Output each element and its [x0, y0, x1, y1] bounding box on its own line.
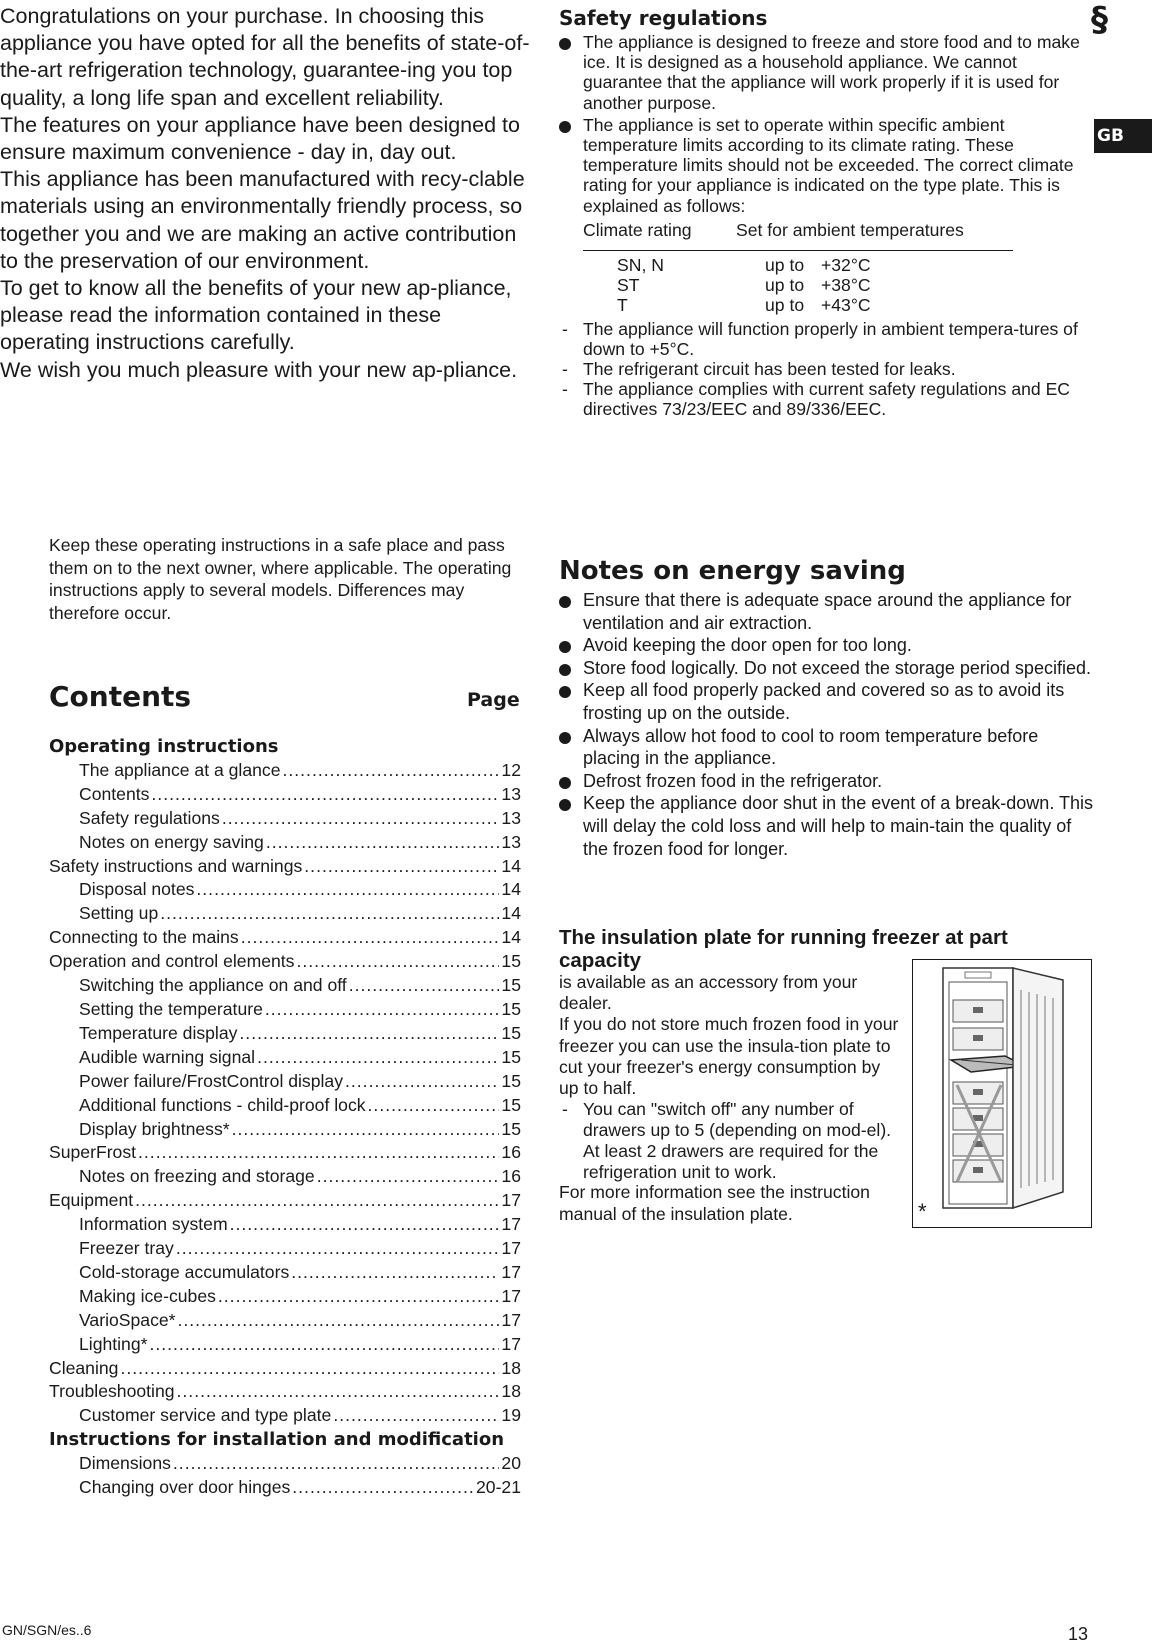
- toc-entry: [49, 1141, 521, 1165]
- toc-leader-dots: [368, 1094, 500, 1118]
- climate-divider: [583, 250, 1013, 251]
- toc-entry-title: Dimensions: [79, 1453, 171, 1474]
- toc-entry-title: Notes on freezing and storage: [79, 1166, 315, 1187]
- toc-leader-dots: [232, 1118, 500, 1142]
- toc-entry: [49, 878, 521, 902]
- bullet-icon: [559, 686, 571, 698]
- toc-entry: [49, 1309, 521, 1333]
- safety-bullet: [559, 115, 1094, 216]
- toc-entry: [49, 1189, 521, 1213]
- toc-entry-title: Troubleshooting: [49, 1381, 175, 1402]
- energy-bullet-text: Ensure that there is adequate space around the appliance for ventilation and air extraction.: [583, 590, 1072, 633]
- toc-entry-page: 18: [501, 1357, 521, 1378]
- bullet-icon: [559, 38, 571, 50]
- toc-entry: [49, 926, 521, 950]
- climate-rating: SN, N: [617, 255, 664, 276]
- freezer-illustration: [912, 959, 1092, 1228]
- toc-entry-title: Notes on energy saving: [79, 831, 264, 852]
- bullet-icon: [559, 777, 571, 789]
- toc-entry-page: 13: [501, 807, 521, 828]
- toc-entry-title: Connecting to the mains: [49, 927, 239, 948]
- insulation-title: The insulation plate for running freezer at part capacity: [559, 926, 1008, 972]
- toc-group-title: Instructions for installation and modification: [49, 1429, 505, 1451]
- toc-entry-page: 17: [501, 1309, 521, 1330]
- toc-entry-page: 20: [501, 1453, 521, 1474]
- toc-leader-dots: [151, 783, 499, 807]
- toc-leader-dots: [222, 807, 500, 831]
- toc-entry-page: 14: [501, 927, 521, 948]
- safety-regulations: [559, 6, 1094, 420]
- toc-entry-page: 15: [501, 1046, 521, 1067]
- insulation-p2: If you do not store much frozen food in your freezer you can use the insula-tion plate to cut your freezer's energy consumption by up to half.: [559, 1014, 899, 1099]
- toc-entry-title: Setting up: [79, 903, 159, 924]
- toc-entry: [49, 1165, 521, 1189]
- bullet-icon: [559, 596, 571, 608]
- toc-entry: [49, 1380, 521, 1404]
- energy-bullet: [559, 634, 1099, 657]
- toc-leader-dots: [173, 1452, 500, 1476]
- insulation-p3: For more information see the instruction manual of the insulation plate.: [559, 1182, 870, 1224]
- toc-entry: [49, 1285, 521, 1309]
- table-of-contents: [49, 735, 521, 1500]
- energy-bullet: [559, 657, 1099, 680]
- climate-upto: up to: [765, 275, 805, 296]
- toc-entry: [49, 1357, 521, 1381]
- toc-entry-page: 20-21: [476, 1477, 521, 1498]
- toc-leader-dots: [160, 902, 499, 926]
- toc-entry-page: 15: [501, 1118, 521, 1139]
- toc-entry-title: Information system: [79, 1214, 228, 1235]
- climate-row: [559, 295, 1094, 315]
- toc-entry-page: 17: [501, 1333, 521, 1354]
- toc-leader-dots: [196, 878, 499, 902]
- toc-entry-title: The appliance at a glance: [79, 759, 281, 780]
- toc-leader-dots: [345, 1070, 499, 1094]
- figure-asterisk: *: [918, 1199, 927, 1224]
- toc-entry: [49, 1022, 521, 1046]
- toc-entry-title: Power failure/FrostControl display: [79, 1070, 344, 1091]
- toc-leader-dots: [317, 1165, 500, 1189]
- toc-leader-dots: [178, 1309, 500, 1333]
- bullet-icon: [559, 641, 571, 653]
- insulation-text: [559, 972, 899, 1225]
- toc-entry-page: 19: [501, 1405, 521, 1426]
- toc-entry: [49, 1404, 521, 1428]
- insulation-dash-text: You can "switch off" any number of drawers up to 5 (depending on mod-el). At least 2 drawers are required for the refrigeration unit to work.: [583, 1099, 892, 1182]
- toc-entry-page: 17: [501, 1285, 521, 1306]
- energy-bullet-text: Keep the appliance door shut in the event of a break-down. This will delay the cold loss and will help to main-tain the quality of the frozen food for longer.: [583, 793, 1094, 859]
- bullet-icon: [559, 121, 571, 133]
- toc-entry: [49, 1094, 521, 1118]
- toc-leader-dots: [292, 1476, 474, 1500]
- toc-leader-dots: [349, 974, 500, 998]
- toc-leader-dots: [257, 1046, 499, 1070]
- toc-entry-title: Contents: [79, 783, 150, 804]
- toc-entry: [49, 759, 521, 783]
- freezer-drawing: [913, 960, 1091, 1227]
- safety-bullet: [559, 32, 1094, 113]
- toc-entry-page: 15: [501, 1022, 521, 1043]
- toc-entry: [49, 855, 521, 879]
- climate-table: [559, 220, 1094, 316]
- intro-paragraph: This appliance has been manufactured with recy-clable materials using an environmentally friendly process, so together you and we are making an active contribution to the preservation of our environment.: [0, 167, 525, 273]
- toc-leader-dots: [304, 855, 499, 879]
- energy-bullet: [559, 792, 1099, 860]
- toc-entry: [49, 1452, 521, 1476]
- energy-bullet-text: Always allow hot food to cool to room temperature before placing in the appliance.: [583, 725, 1039, 769]
- bullet-icon: [559, 799, 571, 811]
- toc-entry-page: 16: [501, 1166, 521, 1187]
- toc-entry-page: 14: [501, 855, 521, 876]
- safety-dash-text: The appliance will function properly in ambient tempera-tures of down to +5°C.: [583, 318, 1078, 359]
- safety-dash-text: The appliance complies with current safety regulations and EC directives 73/23/EEC and 89/336/EEC.: [583, 379, 1071, 420]
- toc-entry-title: Audible warning signal: [79, 1046, 256, 1067]
- energy-bullet: [559, 770, 1099, 793]
- climate-row: [559, 255, 1094, 275]
- toc-entry-title: Cleaning: [49, 1357, 119, 1378]
- toc-leader-dots: [176, 1237, 500, 1261]
- toc-entry-title: Display brightness*: [79, 1118, 230, 1139]
- toc-entry-page: 18: [501, 1381, 521, 1402]
- toc-leader-dots: [266, 831, 500, 855]
- climate-row: [559, 275, 1094, 295]
- toc-leader-dots: [218, 1285, 500, 1309]
- footer-code: GN/SGN/es..6: [2, 1622, 92, 1638]
- toc-entry-title: Safety instructions and warnings: [49, 855, 303, 876]
- toc-entry-page: 17: [501, 1214, 521, 1235]
- language-tab: GB: [1094, 119, 1152, 153]
- intro-paragraph: To get to know all the benefits of your new ap-pliance, please read the information contained in these operating instructions carefully.: [0, 276, 512, 355]
- safety-dash-item: - The refrigerant circuit has been tested for leaks.: [562, 359, 956, 380]
- energy-bullet-text: Avoid keeping the door open for too long.: [583, 635, 912, 656]
- toc-entry: [49, 950, 521, 974]
- toc-entry-title: Equipment: [49, 1190, 134, 1211]
- toc-entry-title: Additional functions - child-proof lock: [79, 1094, 366, 1115]
- energy-bullet-text: Store food logically. Do not exceed the storage period specified.: [583, 657, 1091, 678]
- toc-entry-title: SuperFrost: [49, 1142, 137, 1163]
- toc-leader-dots: [291, 1261, 499, 1285]
- toc-entry-page: 13: [501, 831, 521, 852]
- toc-group-items: [49, 1452, 521, 1500]
- toc-entry-page: 12: [501, 759, 521, 780]
- toc-entry: [49, 783, 521, 807]
- contents-page-label: Page: [467, 689, 520, 711]
- climate-upto: up to: [765, 295, 805, 316]
- toc-entry-page: 15: [501, 998, 521, 1019]
- keep-note: Keep these operating instructions in a safe place and pass them on to the next owner, where applicable. The operating instructions apply to several models. Differences may therefore occur.: [49, 535, 512, 623]
- toc-entry: [49, 974, 521, 998]
- toc-entry-title: Disposal notes: [79, 879, 195, 900]
- energy-bullet: [559, 589, 1099, 634]
- toc-entry: [49, 807, 521, 831]
- toc-entry: [49, 1118, 521, 1142]
- toc-entry: [49, 1333, 521, 1357]
- toc-entry: [49, 1213, 521, 1237]
- intro-paragraph: Congratulations on your purchase. In choosing this appliance you have opted for all the benefits of state-of-the-art refrigeration technology, guarantee-ing you top quality, a long life span and excellent reliability.: [0, 4, 530, 110]
- safety-bullet-text: The appliance is designed to freeze and store food and to make ice. It is designed as a household appliance. We cannot guarantee that the appliance will work properly if it is used for another purpose.: [583, 32, 1080, 113]
- section-mark: §: [1091, 0, 1108, 40]
- toc-entry-page: 13: [501, 783, 521, 804]
- energy-saving: [559, 553, 1099, 860]
- energy-bullet-text: Keep all food properly packed and covered so as to avoid its frosting up on the outside.: [583, 680, 1065, 723]
- climate-upto: up to: [765, 255, 805, 276]
- toc-leader-dots: [230, 1213, 500, 1237]
- climate-temp: +38°C: [821, 275, 871, 296]
- toc-group-title: Operating instructions: [49, 736, 279, 757]
- energy-bullet: [559, 725, 1099, 770]
- toc-entry-page: 15: [501, 1070, 521, 1091]
- safety-dash-item: - The appliance will function properly in ambient tempera-tures of down to +5°C.: [562, 318, 1078, 359]
- toc-entry-title: Setting the temperature: [79, 998, 263, 1019]
- toc-entry-page: 16: [501, 1142, 521, 1163]
- toc-leader-dots: [120, 1357, 499, 1381]
- toc-group-items: [49, 759, 521, 1428]
- toc-leader-dots: [149, 1333, 499, 1357]
- toc-entry: [49, 998, 521, 1022]
- toc-leader-dots: [239, 1022, 499, 1046]
- toc-entry-page: 15: [501, 975, 521, 996]
- climate-temp: +43°C: [821, 295, 871, 316]
- toc-entry-title: Changing over door hinges: [79, 1477, 291, 1498]
- toc-entry-title: Lighting*: [79, 1333, 148, 1354]
- insulation-p1: is available as an accessory from your dealer.: [559, 972, 858, 1014]
- toc-leader-dots: [135, 1189, 499, 1213]
- toc-entry: [49, 1237, 521, 1261]
- toc-leader-dots: [138, 1141, 499, 1165]
- toc-entry: [49, 1070, 521, 1094]
- toc-entry: [49, 1476, 521, 1500]
- toc-entry-title: Temperature display: [79, 1022, 238, 1043]
- toc-entry: [49, 902, 521, 926]
- energy-title: Notes on energy saving: [559, 556, 906, 586]
- toc-entry-title: Making ice-cubes: [79, 1285, 216, 1306]
- toc-entry: [49, 1046, 521, 1070]
- toc-leader-dots: [177, 1380, 500, 1404]
- toc-leader-dots: [265, 998, 500, 1022]
- intro-paragraph: The features on your appliance have been designed to ensure maximum convenience - day in, day out.: [0, 112, 520, 165]
- toc-entry: [49, 1261, 521, 1285]
- toc-entry-title: Switching the appliance on and off: [79, 975, 347, 996]
- toc-entry: [49, 831, 521, 855]
- climate-header-temps: Set for ambient temperatures: [736, 219, 964, 240]
- climate-header-rating: Climate rating: [583, 219, 692, 240]
- energy-bullet-text: Defrost frozen food in the refrigerator.: [583, 770, 883, 791]
- toc-leader-dots: [241, 926, 500, 950]
- climate-header: [559, 220, 1094, 240]
- climate-temp: +32°C: [821, 255, 871, 276]
- bullet-icon: [559, 732, 571, 744]
- intro-paragraph: We wish you much pleasure with your new ap-pliance.: [0, 357, 518, 382]
- climate-rating: T: [617, 295, 628, 316]
- toc-leader-dots: [333, 1404, 499, 1428]
- safety-dash-text: The refrigerant circuit has been tested for leaks.: [583, 359, 956, 380]
- toc-entry-title: VarioSpace*: [79, 1309, 176, 1330]
- toc-entry-page: 17: [501, 1238, 521, 1259]
- safety-title: Safety regulations: [559, 6, 768, 30]
- toc-entry-title: Safety regulations: [79, 807, 220, 828]
- intro-text: [0, 3, 535, 384]
- safety-dash-item: - The appliance complies with current safety regulations and EC directives 73/23/EEC and 89/336/EEC.: [562, 379, 1071, 420]
- bullet-icon: [559, 664, 571, 676]
- insulation-dash: - You can "switch off" any number of drawers up to 5 (depending on mod-el). At least 2 drawers are required for the refrigeration unit to work.: [562, 1099, 892, 1182]
- toc-entry-title: Cold-storage accumulators: [79, 1261, 290, 1282]
- toc-entry-title: Operation and control elements: [49, 951, 295, 972]
- toc-entry-page: 15: [501, 951, 521, 972]
- toc-leader-dots: [296, 950, 499, 974]
- climate-rating: ST: [617, 275, 640, 296]
- toc-entry-page: 17: [501, 1261, 521, 1282]
- energy-bullet: [559, 679, 1099, 724]
- toc-entry-page: 14: [501, 879, 521, 900]
- toc-entry-page: 14: [501, 903, 521, 924]
- toc-leader-dots: [283, 759, 500, 783]
- contents-title: Contents: [49, 680, 192, 713]
- toc-entry-title: Freezer tray: [79, 1238, 174, 1259]
- toc-entry-page: 17: [501, 1190, 521, 1211]
- toc-entry-page: 15: [501, 1094, 521, 1115]
- safety-bullet-text: The appliance is set to operate within specific ambient temperature limits according to its climate rating. These temperature limits should not be exceeded. The correct climate rating for your appliance is indicated on the type plate. This is explained as follows:: [583, 114, 1074, 216]
- toc-entry-title: Customer service and type plate: [79, 1405, 332, 1426]
- page-number: 13: [1068, 1624, 1089, 1644]
